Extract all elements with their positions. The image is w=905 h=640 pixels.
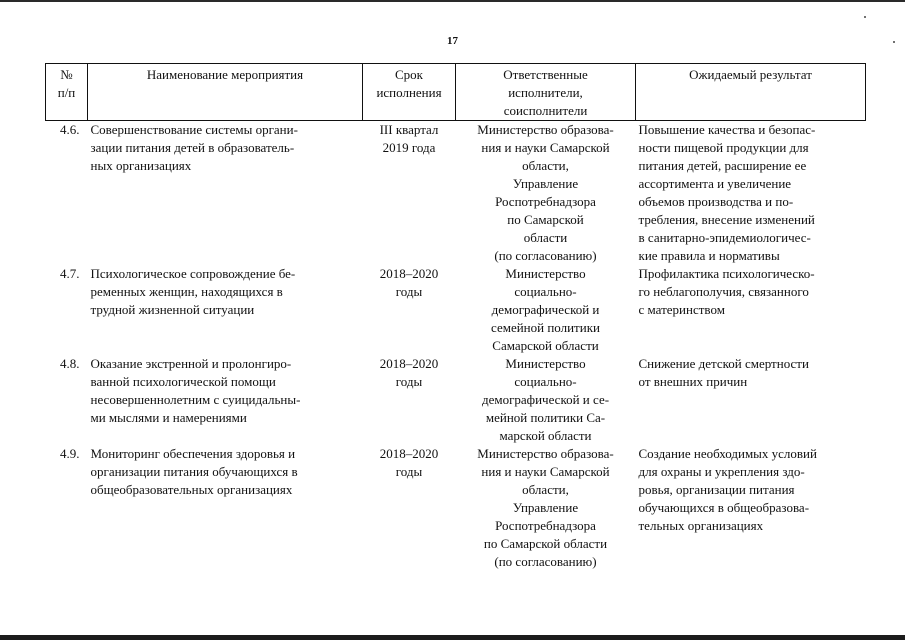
cell-responsible: Министерство образова- ния и науки Самарской области, Управление Роспотребнадзора по Самарской области (по согласованию) [477,122,614,263]
cell-term: 2018–2020 годы [379,356,439,389]
cell-responsible: Министерство социально- демографической и семейной политики Самарской области [491,266,600,353]
scan-speck [864,16,866,18]
page-number: 17 [447,35,458,47]
cell-num: 4.9. [60,446,80,461]
cell-result: Профилактика психологическо- го неблагополучия, связанного с материнством [638,266,815,317]
table-body [46,121,866,572]
scan-bottom-edge [0,635,905,640]
header-term: Срок исполнения [363,64,456,121]
cell-term: III квартал 2019 года [379,122,439,155]
cell-num: 4.6. [60,122,80,137]
table-row [46,355,866,445]
cell-name: Оказание экстренной и пролонгиро- ванной психологической помощи несовершеннолетним с суицидальны- ми мыслями и намерениями [90,356,301,425]
cell-name: Психологическое сопровождение бе- ременных женщин, находящихся в трудной жизненной ситуации [90,266,296,317]
scan-top-edge [0,0,905,2]
header-name: Наименование мероприятия [88,64,363,121]
cell-responsible: Министерство образова- ния и науки Самарской области, Управление Роспотребнадзора по Самарской области (по согласованию) [477,446,614,569]
cell-result: Создание необходимых условий для охраны и укрепления здо- ровья, организации питания обучающихся в общеобразова- тельных организациях [638,446,817,533]
cell-result: Снижение детской смертности от внешних причин [638,356,809,389]
cell-name: Мониторинг обеспечения здоровья и организации питания обучающихся в общеобразовательных организациях [90,446,298,497]
cell-term: 2018–2020 годы [379,266,439,299]
cell-term: 2018–2020 годы [379,446,439,479]
cell-num: 4.8. [60,356,80,371]
table-header-row [46,64,866,121]
cell-name: Совершенствование системы органи- зации питания детей в образователь- ных организациях [90,122,298,173]
header-responsible: Ответственные исполнители, соисполнители [456,64,636,121]
table-row [46,445,866,571]
cell-result: Повышение качества и безопас- ности пищевой продукции для питания детей, расширение ее ассортимента и увеличение объемов производства и по- требления, внесение изменений в санитарно-эпидемиологичес- кие правила и нормативы [638,122,816,263]
cell-num: 4.7. [60,266,80,281]
header-result: Ожидаемый результат [636,64,866,121]
table-row [46,121,866,266]
plan-table [45,63,866,571]
header-num: № п/п [46,64,88,121]
cell-responsible: Министерство социально- демографической и се- мейной политики Са- марской области [481,356,610,443]
table-row [46,265,866,355]
